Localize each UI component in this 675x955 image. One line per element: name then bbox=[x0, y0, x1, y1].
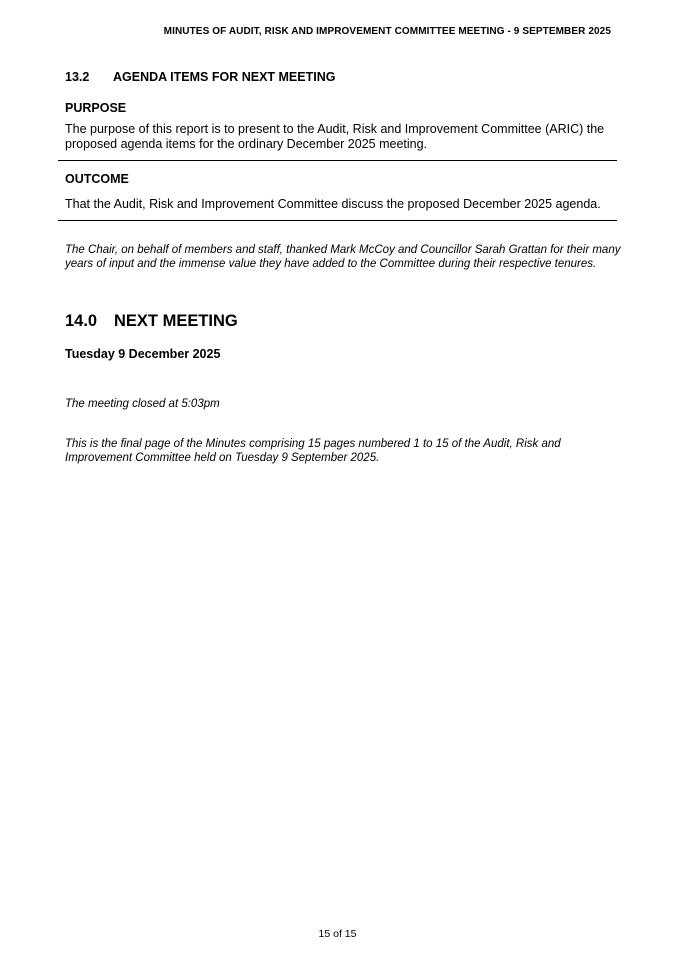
next-meeting-title: NEXT MEETING bbox=[114, 312, 238, 330]
outcome-heading: OUTCOME bbox=[65, 172, 129, 186]
next-meeting-heading bbox=[65, 312, 238, 331]
agenda-item-number: 13.2 bbox=[65, 70, 90, 84]
agenda-item-heading bbox=[65, 70, 335, 84]
page-number: 15 of 15 bbox=[318, 928, 357, 940]
next-meeting-date: Tuesday 9 December 2025 bbox=[65, 347, 221, 361]
outcome-divider bbox=[58, 220, 617, 221]
chair-note: The Chair, on behalf of members and staff, thanked Mark McCoy and Councillor Sarah Grattan for their many years of input and the immense value they have added to the Committee during their respective tenures. bbox=[65, 244, 621, 270]
meeting-closed-text: The meeting closed at 5:03pm bbox=[65, 398, 220, 410]
outcome-text: That the Audit, Risk and Improvement Committee discuss the proposed December 2025 agenda. bbox=[65, 197, 601, 211]
agenda-item-title: AGENDA ITEMS FOR NEXT MEETING bbox=[113, 70, 336, 84]
purpose-divider bbox=[58, 160, 617, 161]
next-meeting-number: 14.0 bbox=[65, 312, 98, 330]
page-header-title: MINUTES OF AUDIT, RISK AND IMPROVEMENT COMMITTEE MEETING - 9 SEPTEMBER 2025 bbox=[163, 26, 611, 37]
final-page-statement: This is the final page of the Minutes comprising 15 pages numbered 1 to 15 of the Audit, Risk and Improvement Committee held on Tuesday 9 September 2025. bbox=[65, 438, 561, 464]
purpose-heading: PURPOSE bbox=[65, 101, 127, 115]
purpose-text: The purpose of this report is to present to the Audit, Risk and Improvement Committee (ARIC) the proposed agenda items for the ordinary December 2025 meeting. bbox=[65, 122, 605, 151]
